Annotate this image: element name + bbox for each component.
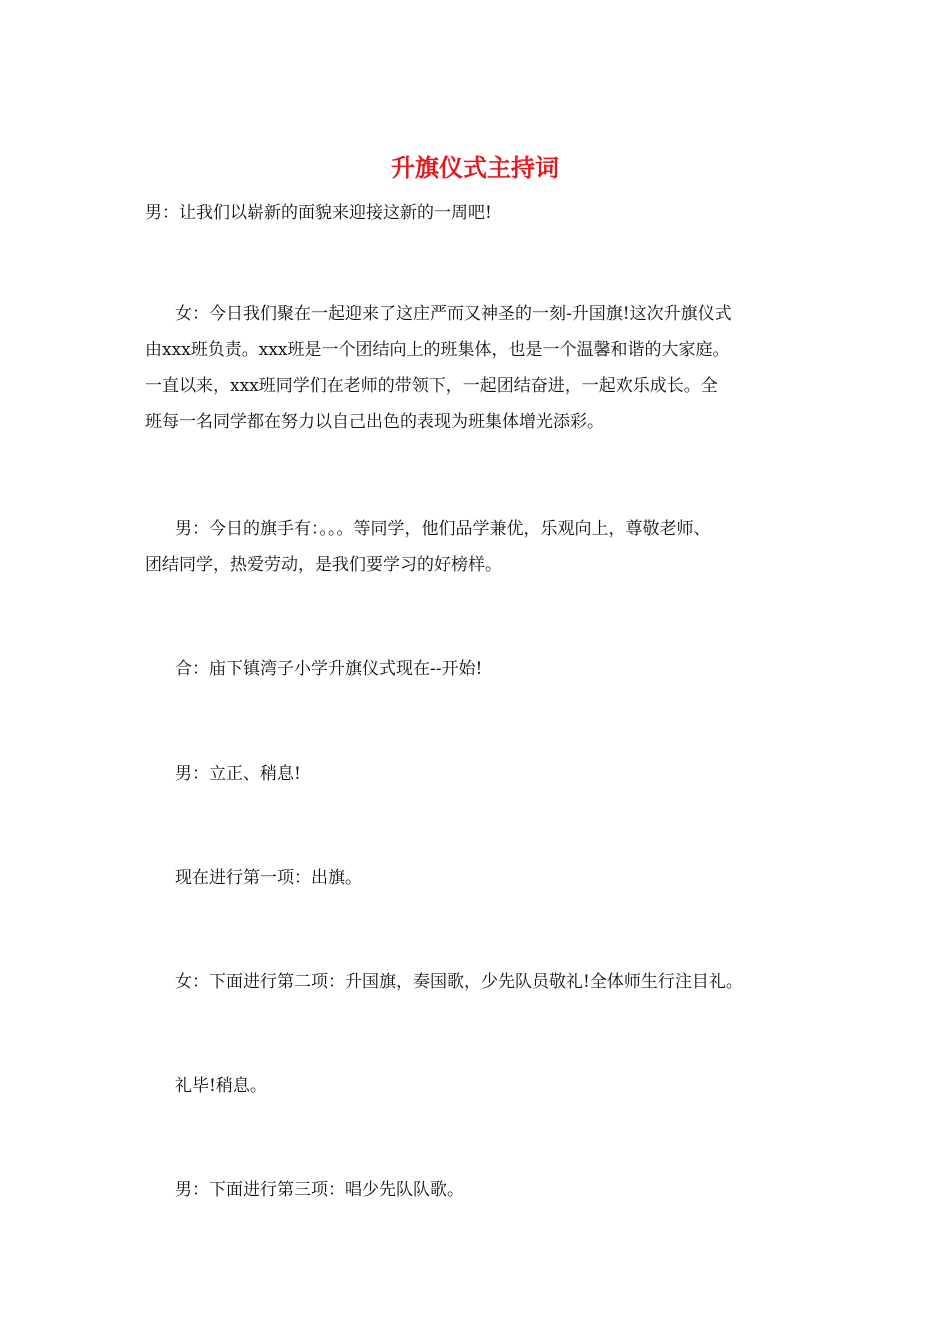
paragraph-intro <box>145 195 815 231</box>
paragraph-line: 现在进行第一项：出旗。 <box>175 868 362 888</box>
paragraph-line: 女：下面进行第二项：升国旗，奏国歌，少先队员敬礼!全体师生行注目礼。 <box>175 972 743 992</box>
paragraph-item-two <box>145 964 815 1000</box>
paragraph-line: 由xxx班负责。xxx班是一个团结向上的班集体，也是一个温馨和谐的大家庭。 <box>145 340 730 360</box>
paragraph-female-intro <box>145 296 815 440</box>
paragraph-attention <box>145 756 815 792</box>
paragraph-line: 一直以来，xxx班同学们在老师的带领下，一起团结奋进，一起欢乐成长。全 <box>145 376 718 396</box>
paragraph-line: 男：让我们以崭新的面貌来迎接这新的一周吧! <box>145 203 492 223</box>
paragraph-item-one <box>145 860 815 896</box>
paragraph-together <box>145 651 815 687</box>
document-title: 升旗仪式主持词 <box>391 153 559 182</box>
paragraph-line: 团结同学，热爱劳动，是我们要学习的好榜样。 <box>145 555 502 575</box>
paragraph-item-three <box>145 1172 815 1208</box>
paragraph-flag-bearers <box>145 511 815 583</box>
paragraph-line: 礼毕!稍息。 <box>175 1076 267 1096</box>
paragraph-line: 班每一名同学都在努力以自己出色的表现为班集体增光添彩。 <box>145 412 604 432</box>
paragraph-salute-end <box>145 1068 815 1104</box>
paragraph-line: 男：今日的旗手有：。。。等同学，他们品学兼优，乐观向上，尊敬老师、 <box>175 519 711 539</box>
paragraph-line: 男：下面进行第三项：唱少先队队歌。 <box>175 1180 464 1200</box>
paragraph-line: 合：庙下镇湾子小学升旗仪式现在--开始! <box>175 659 483 679</box>
paragraph-line: 男：立正、稍息! <box>175 764 301 784</box>
paragraph-line: 女：今日我们聚在一起迎来了这庄严而又神圣的一刻-升国旗!这次升旗仪式 <box>175 304 732 324</box>
